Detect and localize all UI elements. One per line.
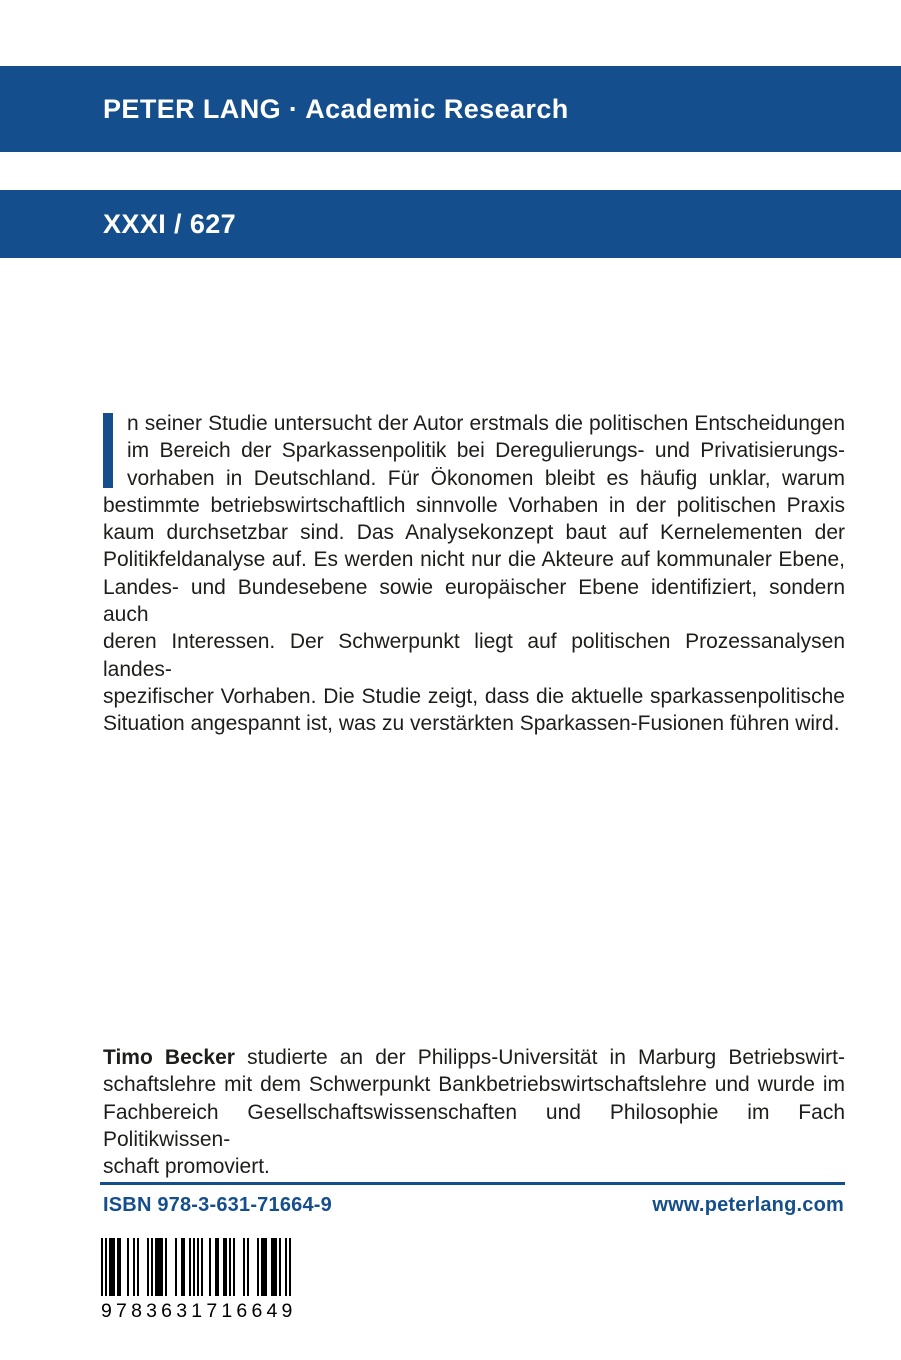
bio-line-text: studierte an der Philipps-Universität in Marburg Betriebswirt- bbox=[234, 1046, 846, 1069]
blurb-line: spezifischer Vorhaben. Die Studie zeigt, dass die aktuelle sparkassenpolitische bbox=[103, 684, 845, 708]
blurb-line: bestimmte betriebswirtschaftlich sinnvolle Vorhaben in der politischen Praxis bbox=[103, 493, 845, 517]
publisher-website: www.peterlang.com bbox=[652, 1194, 844, 1216]
isbn-text: ISBN 978-3-631-71664-9 bbox=[103, 1194, 332, 1216]
bio-line: Fachbereich Gesellschaftswissenschaften und Philosophie im Fach Politikwissen- bbox=[103, 1100, 845, 1151]
blurb-line: n seiner Studie untersucht der Autor erstmals die politischen Entscheidungen bbox=[127, 412, 845, 435]
bio-line: schaftslehre mit dem Schwerpunkt Bankbetriebswirtschaftslehre und wurde im bbox=[103, 1073, 845, 1097]
blurb-line: vorhaben in Deutschland. Für Ökonomen bleibt es häufig unklar, warum bbox=[127, 466, 845, 490]
blurb-line: Situation angespannt ist, was zu verstärkten Sparkassen-Fusionen führen wird. bbox=[103, 712, 840, 736]
blurb-line: deren Interessen. Der Schwerpunkt liegt auf politischen Prozessanalysen landes- bbox=[103, 630, 845, 681]
blurb-line: Landes- und Bundesebene sowie europäischer Ebene identifiziert, sondern auch bbox=[103, 575, 845, 627]
imprint-text: PETER LANG · Academic Research bbox=[103, 93, 569, 124]
blurb-line: kaum durchsetzbar sind. Das Analysekonzept baut auf Kernelementen der bbox=[103, 521, 845, 545]
series-band bbox=[0, 190, 901, 258]
blurb-line: im Bereich der Sparkassenpolitik bei Deregulierungs- und Privatisierungs- bbox=[127, 439, 845, 463]
barcode bbox=[101, 1238, 297, 1323]
bio-lines bbox=[103, 1071, 845, 1180]
barcode-number: 9783631716649 bbox=[101, 1300, 297, 1322]
bio-line bbox=[103, 1044, 845, 1071]
author-name: Timo Becker bbox=[103, 1046, 235, 1069]
author-bio bbox=[103, 1044, 845, 1180]
imprint-band bbox=[0, 66, 901, 152]
blurb-lines bbox=[103, 410, 845, 738]
blurb-line: Politikfeldanalyse auf. Es werden nicht nur die Akteure auf kommunaler Ebene, bbox=[103, 548, 845, 572]
series-number: XXXI / 627 bbox=[103, 208, 237, 239]
barcode-bars bbox=[101, 1238, 291, 1296]
barcode-module bbox=[289, 1238, 291, 1296]
divider-rule bbox=[100, 1182, 845, 1185]
drop-cap-letter bbox=[103, 413, 113, 488]
bio-line: schaft promoviert. bbox=[103, 1155, 270, 1179]
book-blurb bbox=[103, 410, 845, 738]
